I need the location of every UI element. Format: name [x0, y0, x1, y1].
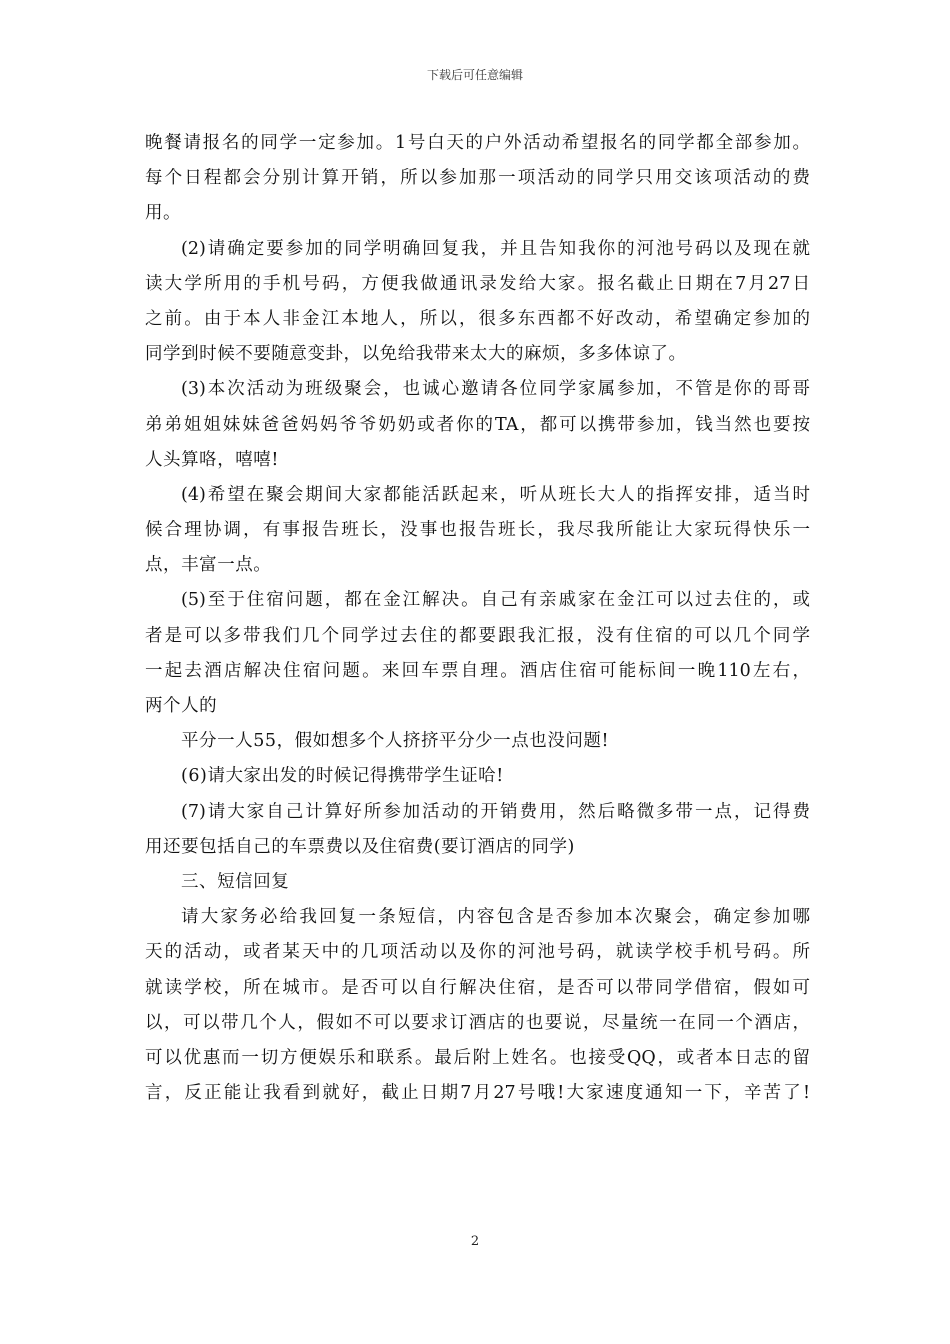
- text-line: 同学到时候不要随意变卦，以免给我带来太大的麻烦，多多体谅了。: [145, 344, 687, 365]
- text-line: 弟弟姐姐妹妹爸爸妈妈爷爷奶奶或者你的TA，都可以携带参加，钱当然也要按: [145, 414, 810, 435]
- text-line: 人头算咯，嘻嘻!: [145, 449, 279, 470]
- text-line: 天的活动，或者某天中的几项活动以及你的河池号码，就读学校手机号码。所: [145, 942, 810, 963]
- text-line: 请大家务必给我回复一条短信，内容包含是否参加本次聚会，确定参加哪: [181, 907, 810, 928]
- text-line: 读大学所用的手机号码，方便我做通讯录发给大家。报名截止日期在7月27日: [145, 273, 810, 294]
- text-line: 就读学校，所在城市。是否可以自行解决住宿，是否可以带同学借宿，假如可: [145, 977, 810, 998]
- text-line: (6)请大家出发的时候记得携带学生证哈!: [181, 766, 504, 787]
- text-line: (3)本次活动为班级聚会，也诚心邀请各位同学家属参加，不管是你的哥哥: [181, 379, 810, 400]
- text-line: 两个人的: [145, 696, 218, 716]
- text-line: 可以优惠而一切方便娱乐和联系。最后附上姓名。也接受QQ，或者本日志的留: [145, 1047, 810, 1068]
- text-line: 每个日程都会分别计算开销，所以参加那一项活动的同学只用交该项活动的费: [145, 168, 810, 189]
- text-line: 以，可以带几个人，假如不可以要求订酒店的也要说，尽量统一在同一个酒店，: [145, 1012, 810, 1033]
- text-line: 三、短信回复: [181, 871, 290, 892]
- document-body: [145, 126, 810, 1111]
- text-line: 一起去酒店解决住宿问题。来回车票自理。酒店住宿可能标间一晚110左右，: [145, 660, 810, 681]
- text-line: (4)希望在聚会期间大家都能活跃起来，听从班长大人的指挥安排，适当时: [181, 484, 810, 505]
- text-line: 候合理协调，有事报告班长，没事也报告班长，我尽我所能让大家玩得快乐一: [145, 520, 810, 541]
- text-line: 用还要包括自己的车票费以及住宿费(要订酒店的同学): [145, 836, 575, 857]
- page-number: 2: [470, 1234, 480, 1249]
- text-line: 者是可以多带我们几个同学过去住的都要跟我汇报，没有住宿的可以几个同学: [145, 625, 810, 646]
- text-line: 晚餐请报名的同学一定参加。1号白天的户外活动希望报名的同学都全部参加。: [145, 133, 810, 153]
- text-line: 平分一人55，假如想多个人挤挤平分少一点也没问题!: [181, 731, 610, 752]
- text-line: (5)至于住宿问题，都在金江解决。自己有亲戚家在金江可以过去住的，或: [181, 590, 810, 611]
- text-line: (7)请大家自己计算好所参加活动的开销费用，然后略微多带一点，记得费: [181, 801, 810, 822]
- text-line: (2)请确定要参加的同学明确回复我，并且告知我你的河池号码以及现在就: [181, 238, 810, 259]
- page-header: 下载后可任意编辑: [426, 68, 523, 82]
- text-line: 点，丰富一点。: [145, 555, 272, 576]
- text-line: 之前。由于本人非金江本地人，所以，很多东西都不好改动，希望确定参加的: [145, 308, 810, 329]
- text-line: 用。: [145, 203, 182, 224]
- text-line: 言，反正能让我看到就好，截止日期7月27号哦!大家速度通知一下，辛苦了!: [145, 1083, 810, 1104]
